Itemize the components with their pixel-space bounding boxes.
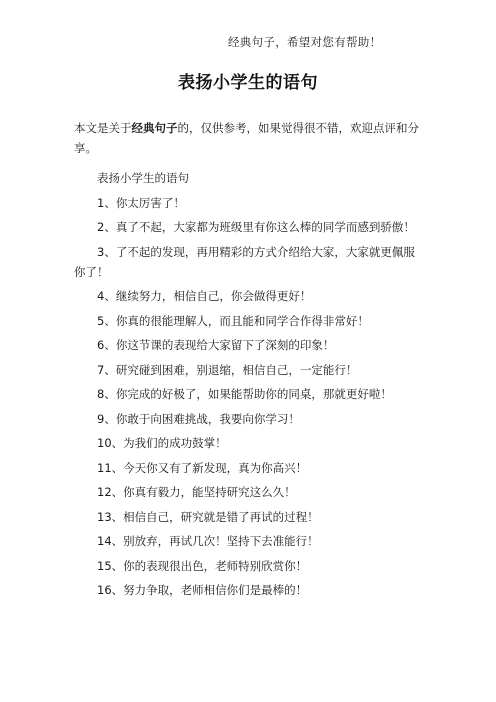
list-item: 13、相信自己，研究就是错了再试的过程！ [97, 509, 319, 524]
list-item: 6、你这节课的表现给大家留下了深刻的印象！ [97, 338, 335, 352]
list-item: 9、你敢于向困难挑战，我要向你学习！ [97, 411, 300, 426]
list-item: 14、别放弃，再试几次！坚持下去准能行！ [97, 534, 319, 548]
list-item: 10、为我们的成功鼓掌！ [97, 436, 227, 450]
list-item: 11、今天你又有了新发现，真为你高兴！ [97, 460, 308, 475]
list-item: 1、你太厉害了！ [97, 195, 185, 210]
intro-keyword: 经典句子 [131, 121, 178, 135]
intro-prefix: 本文是关于 [74, 121, 132, 135]
list-item: 12、你真有毅力，能坚持研究这么久！ [97, 485, 296, 499]
header-note: 经典句子，希望对您有帮助！ [228, 35, 382, 49]
list-item: 7、研究碰到困难，别退缩，相信自己，一定能行！ [97, 362, 358, 377]
list-item: 3、了不起的发现，再用精彩的方式介绍给大家，大家就更佩服你了！ [74, 244, 415, 279]
list-item: 8、你完成的好极了，如果能帮助你的同桌，那就更好啦！ [97, 387, 392, 401]
list-item: 2、真了不起，大家都为班级里有你这么棒的同学而感到骄傲！ [97, 220, 415, 234]
list-item: 16、努力争取，老师相信你们是最棒的！ [97, 583, 308, 597]
intro-suffix: 的，仅供参考，如果觉得很不错，欢迎点评和分享。 [74, 121, 419, 155]
list-item: 15、你的表现很出色，老师特别欣赏你！ [97, 558, 308, 573]
intro-paragraph [74, 118, 424, 158]
list-item: 4、继续努力，相信自己，你会做得更好！ [97, 289, 312, 303]
subtitle-paragraph: 表扬小学生的语句 [97, 171, 189, 185]
list-item: 5、你真的很能理解人，而且能和同学合作得非常好！ [97, 313, 369, 328]
document-body [74, 168, 424, 605]
page-title: 表扬小学生的语句 [178, 73, 318, 93]
